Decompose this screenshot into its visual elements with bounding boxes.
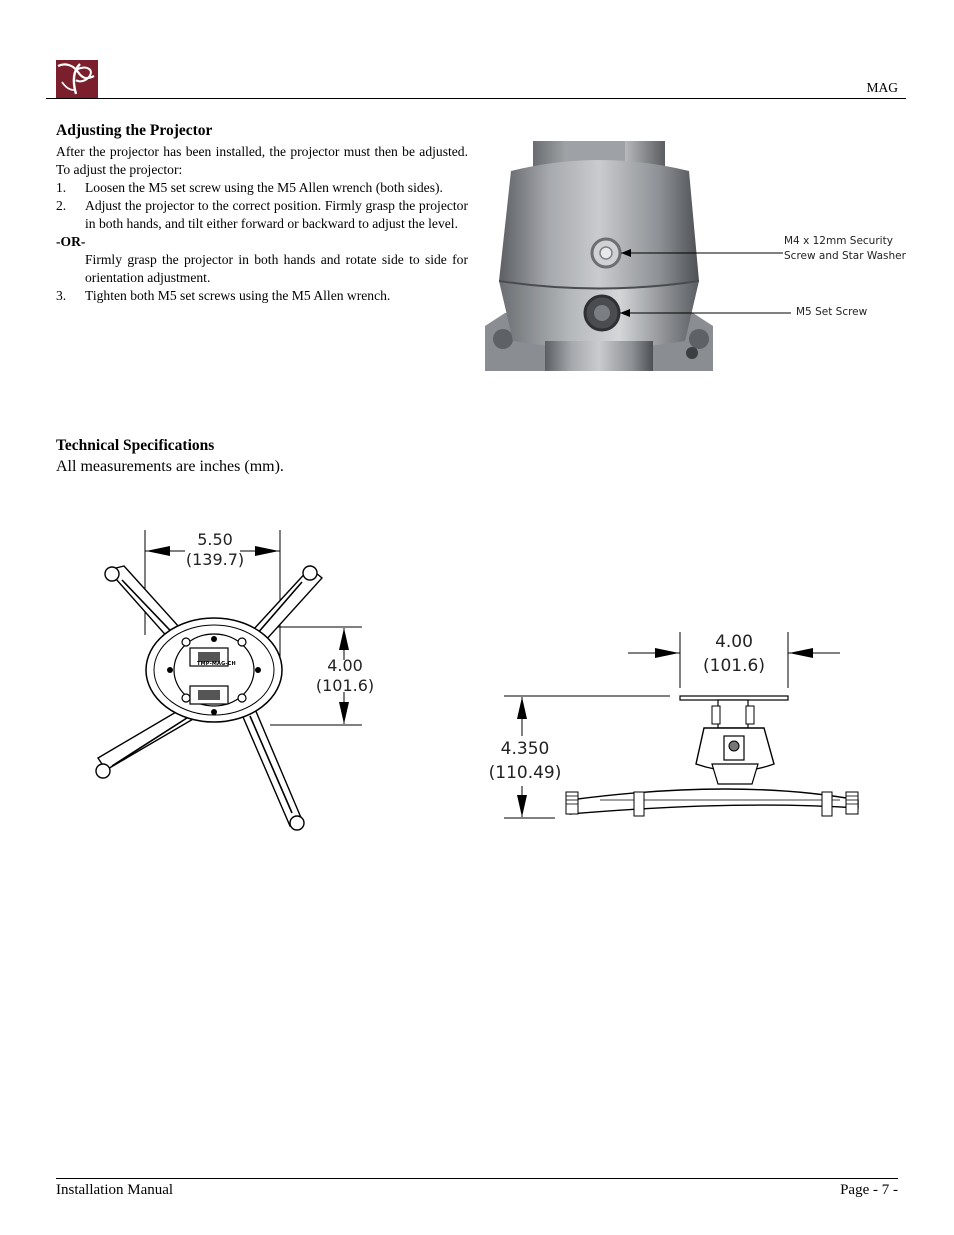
callout-line: Screw and Star Washer — [784, 250, 906, 262]
side-view-diagram — [500, 628, 865, 828]
dim-value-mm: (110.49) — [488, 763, 562, 783]
step-number: 3. — [56, 288, 67, 303]
or-text: Firmly grasp the projector in both hands and rotate side to side for orientation adjustment. — [85, 252, 468, 285]
mount-photo — [485, 141, 713, 371]
step-text: Loosen the M5 set screw using the M5 Allen wrench (both sides). — [85, 180, 443, 195]
dim-value-in: 4.00 — [715, 632, 753, 652]
dim-value-in: 5.50 — [197, 530, 233, 549]
step-number: 1. — [56, 180, 67, 195]
header-label: MAG — [866, 80, 898, 95]
dim-value-mm: (101.6) — [703, 656, 765, 676]
dim-height-label — [310, 656, 380, 696]
step-text: Tighten both M5 set screws using the M5 Allen wrench. — [85, 288, 391, 303]
callout-leaders — [713, 245, 793, 325]
footer-left: Installation Manual — [56, 1182, 174, 1198]
step-text: Adjust the projector to the correct position. Firmly grasp the projector in both hands, and tilt either forward or backward to adjust the level. — [85, 198, 468, 231]
dim-width-label — [180, 530, 250, 570]
step-number: 2. — [56, 198, 67, 213]
footer-rule — [56, 1178, 898, 1179]
list-item — [56, 197, 468, 233]
adjust-intro: After the projector has been installed, the projector must then be adjusted. To adjust the projector: — [56, 144, 468, 177]
section-heading-specs: Technical Specifications — [56, 437, 215, 454]
callout-line: M4 x 12mm Security — [784, 235, 893, 247]
or-label: -OR- — [56, 234, 86, 249]
list-item — [56, 287, 468, 305]
callout-set-screw: M5 Set Screw — [796, 306, 868, 318]
header-rule — [46, 98, 906, 99]
side-dim-height-label — [484, 737, 566, 785]
side-dim-width-label — [694, 630, 774, 678]
dim-value-in: 4.350 — [500, 739, 550, 759]
dim-value-in: 4.00 — [327, 656, 363, 675]
brand-logo — [56, 60, 98, 98]
footer-page-number: Page - 7 - — [840, 1182, 898, 1198]
section-heading-adjust: Adjusting the Projector — [56, 122, 213, 139]
dim-value-mm: (101.6) — [315, 676, 375, 695]
dim-value-mm: (139.7) — [185, 550, 245, 569]
list-item — [56, 179, 468, 197]
adjust-section — [56, 122, 468, 305]
callout-security-screw — [784, 234, 906, 264]
specs-subtitle: All measurements are inches (mm). — [56, 458, 284, 475]
plate-label: TMP-MAG-CH — [197, 661, 236, 667]
